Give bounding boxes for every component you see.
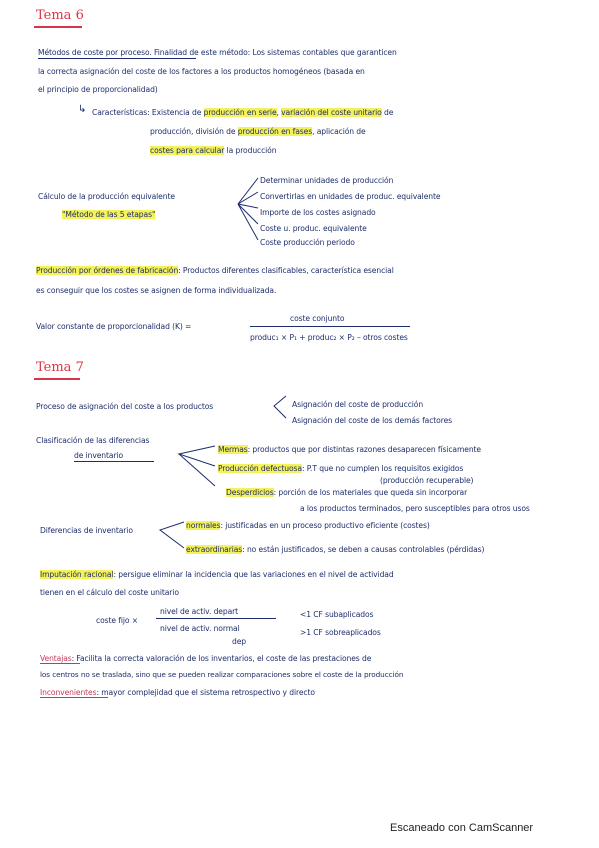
metodo-5-etapas-label [62, 210, 155, 219]
desperdicios-line2: a los productos terminados, pero susceptibles para otros usos [300, 504, 530, 513]
asignacion-demas-factores: Asignación del coste de los demás factores [292, 416, 453, 425]
text-span: : no están justificados, se deben a causas controlables (pérdidas) [242, 545, 485, 554]
condicion-subaplicados: <1 CF subaplicados [300, 610, 374, 619]
diferencias-brace [156, 518, 186, 552]
highlight-ordenes: Producción por órdenes de fabricación [36, 266, 179, 275]
text-span: : productos que por distintas razones desaparecen físicamente [247, 445, 481, 454]
formula-fraction-line [156, 618, 276, 619]
fraction-line [250, 326, 410, 327]
clasificacion-label-line1: Clasificación de las diferencias [36, 436, 150, 445]
ordenes-fabricacion-line1 [36, 266, 394, 275]
tema7-title: Tema 7 [36, 360, 84, 375]
clasificacion-label-line2: de inventario [74, 451, 124, 460]
caracteristicas-line1 [92, 108, 393, 117]
ventajas-line1 [40, 654, 371, 663]
proceso-asignacion-label: Proceso de asignación del coste a los productos [36, 402, 214, 411]
tema6-intro-line1: Métodos de coste por proceso. Finalidad de este método: Los sistemas contables que garanticen [38, 48, 397, 57]
text-span: : P.T que no cumplen los requisitos exigidos [301, 464, 464, 473]
highlight-variacion-coste: variación del coste unitario [281, 108, 382, 117]
highlight-produccion-fases: producción en fases [237, 127, 313, 136]
text-span: producción, división de [150, 127, 238, 136]
ventajas-underline [40, 663, 80, 664]
tema6-title: Tema 6 [36, 8, 84, 23]
valor-constante-denominator: produc₁ × P₁ + produc₂ × P₂ – otros costes [250, 333, 408, 342]
tema7-title-underline [34, 378, 80, 380]
formula-denominator-cont: dep [232, 637, 247, 646]
calculo-brace [232, 174, 262, 246]
etapa-2: Convertirlas en unidades de produc. equivalente [260, 192, 441, 201]
text-span: de [381, 108, 394, 117]
metodos-underline [38, 58, 196, 59]
normales-line [186, 521, 430, 530]
etapa-5: Coste producción periodo [260, 238, 355, 247]
text-span: , [276, 108, 282, 117]
highlight-metodo: "Método de las 5 etapas" [62, 210, 156, 219]
highlight-defectuosa: Producción defectuosa [218, 464, 302, 473]
etapa-3: Importe de los costes asignado [260, 208, 376, 217]
highlight-mermas: Mermas [218, 445, 248, 454]
arrow-icon: ↳ [78, 104, 87, 115]
asignacion-brace [272, 394, 288, 420]
caracteristicas-line3 [150, 146, 276, 155]
caracteristicas-line2 [150, 127, 366, 136]
clasificacion-brace [175, 440, 219, 490]
highlight-desperdicios: Desperdicios [226, 488, 274, 497]
formula-coste-fijo: coste fijo × [96, 616, 138, 625]
calculo-produccion-label: Cálculo de la producción equivalente [38, 192, 175, 201]
inconvenientes-label: Inconvenientes [40, 688, 97, 697]
diferencias-inventario-label: Diferencias de inventario [40, 526, 133, 535]
highlight-normales: normales [186, 521, 221, 530]
produccion-recuperable: (producción recuperable) [380, 476, 474, 485]
tema6-intro-line2: la correcta asignación del coste de los factores a los productos homogéneos (basada en [38, 67, 365, 76]
imputacion-racional-line2: tienen en el cálculo del coste unitario [40, 588, 179, 597]
caracteristicas-label: Características: [92, 108, 150, 117]
clasificacion-underline [74, 461, 154, 462]
formula-denominator: nivel de activ. normal [160, 624, 240, 633]
text-span: : persigue eliminar la incidencia que las variaciones en el nivel de actividad [113, 570, 394, 579]
produccion-defectuosa-line [218, 464, 463, 473]
highlight-produccion-serie: producción en serie [203, 108, 277, 117]
text-span: , aplicación de [312, 127, 366, 136]
tema6-intro-line3: el principio de proporcionalidad) [38, 85, 158, 94]
ordenes-fabricacion-line2: es conseguir que los costes se asignen de forma individualizada. [36, 286, 277, 295]
valor-constante-numerator: coste conjunto [290, 314, 345, 323]
inconvenientes-underline [40, 697, 108, 698]
imputacion-racional-line1 [40, 570, 394, 579]
tema6-title-underline [34, 26, 82, 28]
text-span: la producción [224, 146, 277, 155]
highlight-extraordinarias: extraordinarias [186, 545, 243, 554]
etapa-4: Coste u. produc. equivalente [260, 224, 367, 233]
etapa-1: Determinar unidades de producción [260, 176, 394, 185]
camscanner-watermark: Escaneado con CamScanner [390, 822, 534, 834]
text-span: : mayor complejidad que el sistema retrospectivo y directo [96, 688, 315, 697]
text-span: : Facilita la correcta valoración de los inventarios, el coste de las prestaciones de [71, 654, 372, 663]
condicion-sobreaplicados: >1 CF sobreaplicados [300, 628, 381, 637]
inconvenientes-line [40, 688, 315, 697]
ventajas-label: Ventajas [40, 654, 72, 663]
highlight-costes-calcular: costes para calcular [150, 146, 225, 155]
mermas-line [218, 445, 481, 454]
desperdicios-line [226, 488, 467, 497]
highlight-imputacion: Imputación racional [40, 570, 114, 579]
extraordinarias-line [186, 545, 484, 554]
ventajas-line2: los centros no se traslada, sino que se pueden realizar comparaciones sobre el coste de la producción [40, 670, 404, 679]
text-span: Existencia de [151, 108, 204, 117]
text-span: : Productos diferentes clasificables, característica esencial [178, 266, 394, 275]
text-span: : justificadas en un proceso productivo eficiente (costes) [220, 521, 430, 530]
valor-constante-label: Valor constante de proporcionalidad (K) = [36, 322, 192, 331]
asignacion-produccion: Asignación del coste de producción [292, 400, 424, 409]
text-span: : porción de los materiales que queda sin incorporar [273, 488, 468, 497]
formula-numerator: nivel de activ. depart [160, 607, 239, 616]
